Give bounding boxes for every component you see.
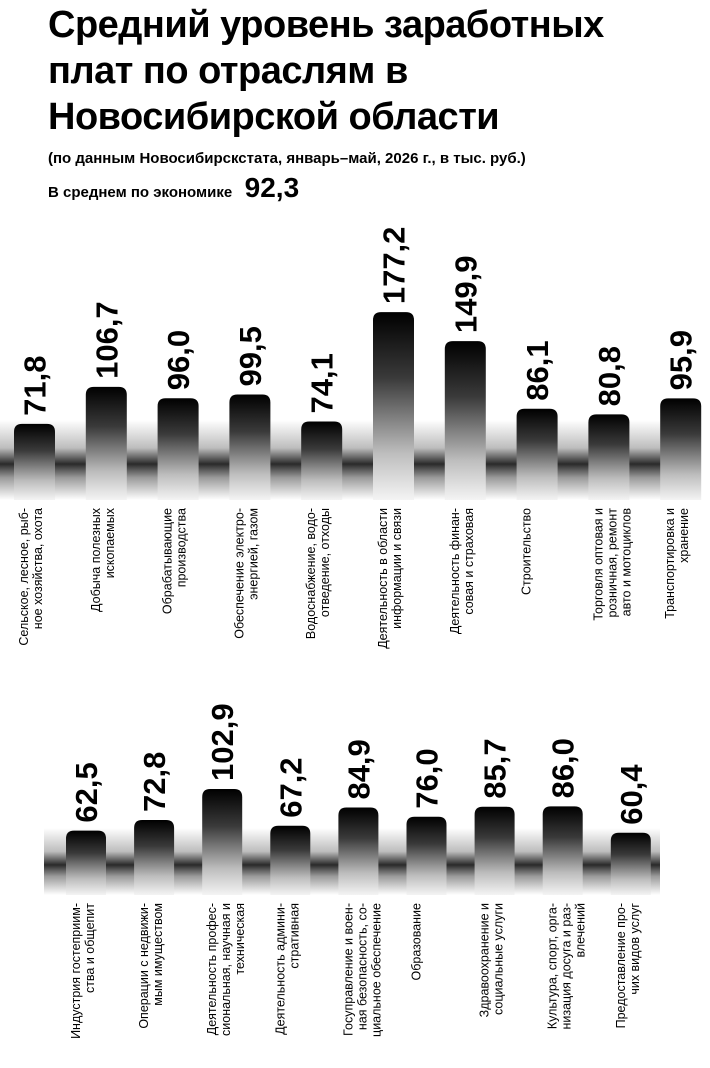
category-label-line: производства — [174, 508, 189, 588]
category-label-line: совая и страховая — [461, 508, 476, 615]
bar — [407, 817, 447, 895]
category-label — [410, 903, 424, 981]
category-label — [591, 508, 633, 621]
average-value: 92,3 — [244, 172, 300, 203]
category-label-line: низация досуга и раз- — [559, 903, 574, 1030]
category-label-line: Деятельность профес- — [205, 903, 220, 1036]
bar — [66, 831, 106, 895]
value-label: 149,9 — [448, 255, 484, 334]
value-label: 95,9 — [663, 330, 699, 391]
bar — [543, 806, 583, 895]
value-label: 99,5 — [232, 326, 268, 387]
value-label: 177,2 — [376, 226, 412, 305]
category-label-line: Деятельность в области — [376, 508, 390, 649]
category-label-line: ства и общепит — [83, 903, 97, 994]
category-label-line: Водоснабжение, водо- — [304, 508, 319, 640]
category-label — [614, 903, 642, 1029]
value-label: 62,5 — [69, 762, 104, 823]
value-label: 76,0 — [409, 748, 445, 809]
value-label: 71,8 — [17, 355, 53, 416]
category-label-line: Предоставление про- — [613, 903, 628, 1029]
category-label-line: хранение — [677, 508, 692, 563]
category-label-line: Деятельность админи- — [273, 903, 288, 1035]
category-label — [89, 507, 117, 612]
category-label-line: сиональная, научная и — [219, 903, 234, 1036]
category-label-line: Торговля оптовая и — [591, 508, 606, 621]
value-label: 67,2 — [273, 757, 309, 818]
category-label — [137, 903, 165, 1029]
category-label — [17, 508, 45, 646]
category-label-line: Здравоохранение и — [477, 903, 492, 1018]
chart-subtitle: (по данным Новосибирскстата, январь–май, 2026 г., в тыс. руб.) — [48, 150, 526, 167]
bar — [229, 395, 270, 500]
category-label-line: Деятельность финан- — [447, 508, 462, 635]
bar — [14, 424, 55, 500]
value-label: 84,9 — [341, 739, 377, 800]
category-label-line: розничная, ремонт — [605, 508, 620, 618]
bar — [373, 312, 414, 500]
category-label-line: влечений — [573, 903, 588, 958]
category-label-line: социальные услуги — [491, 903, 506, 1015]
category-label-line: Образование — [409, 903, 424, 981]
bar — [475, 807, 515, 895]
category-label-line: ископаемых — [102, 508, 117, 579]
value-label: 60,4 — [613, 764, 649, 825]
category-label — [448, 508, 476, 634]
chart-title: Средний уровень заработных плат по отраслям в Новосибирской области — [48, 4, 604, 138]
category-label-line: Сельское, лесное, рыб- — [17, 508, 31, 646]
bar — [202, 789, 242, 895]
bar — [134, 820, 174, 895]
category-label — [273, 903, 301, 1035]
category-label-line: авто и мотоциклов — [619, 508, 634, 617]
value-label: 74,1 — [304, 353, 340, 414]
bar — [158, 398, 199, 500]
category-label-line: Обрабатывающие — [160, 508, 175, 615]
value-label: 80,8 — [591, 346, 627, 407]
value-label: 106,7 — [89, 301, 125, 379]
bar — [588, 414, 629, 500]
category-label-line: Госуправление и воен- — [341, 903, 356, 1036]
category-label-line: техническая — [233, 903, 248, 975]
category-label-line: Транспортировка и — [663, 508, 678, 619]
bar — [517, 409, 558, 500]
value-label: 102,9 — [205, 703, 241, 782]
bar — [338, 808, 378, 895]
category-label — [546, 903, 588, 1030]
category-label — [69, 903, 97, 1039]
category-label — [663, 508, 691, 619]
category-label-line: Строительство — [519, 508, 534, 595]
bar — [660, 398, 701, 500]
average-label: В среднем по экономике — [48, 184, 233, 201]
category-label-line: Добыча полезных — [88, 508, 103, 612]
category-label — [520, 508, 534, 595]
category-label-line: информации и связи — [390, 508, 404, 629]
category-label-line: мым имуществом — [151, 903, 166, 1006]
category-label — [232, 508, 260, 639]
chart-panel-2 — [44, 703, 660, 1038]
category-label — [304, 508, 332, 639]
bar — [445, 341, 486, 500]
value-label: 96,0 — [161, 329, 197, 391]
category-label-line: Культура, спорт, орга- — [545, 903, 560, 1030]
bar — [86, 387, 127, 500]
bar — [270, 826, 310, 895]
category-label-line: Операции с недвижи- — [137, 903, 152, 1029]
category-label-line: Индустрия гостеприим- — [69, 903, 83, 1039]
category-label — [341, 903, 383, 1037]
category-label-line: стративная — [287, 903, 302, 969]
value-label: 72,8 — [137, 751, 173, 813]
bar — [611, 833, 651, 895]
category-label-line: ное хозяйства, охота — [31, 508, 45, 630]
value-label: 86,0 — [545, 738, 581, 799]
category-label-line: ная безопасность, со- — [355, 903, 370, 1031]
category-label-line: отведение, отходы — [318, 508, 333, 618]
category-label-line: Обеспечение электро- — [232, 508, 247, 639]
category-label — [478, 903, 506, 1017]
category-label — [376, 508, 404, 649]
value-label: 86,1 — [520, 340, 556, 401]
category-label-line: энергией, газом — [246, 508, 261, 600]
category-label-line: циальное обеспечение — [369, 903, 384, 1037]
chart-panel-1 — [0, 227, 701, 649]
value-label: 85,7 — [477, 738, 513, 799]
category-label — [205, 903, 247, 1036]
bar — [301, 421, 342, 500]
category-label-line: чих видов услуг — [627, 903, 642, 995]
category-label — [161, 508, 189, 614]
